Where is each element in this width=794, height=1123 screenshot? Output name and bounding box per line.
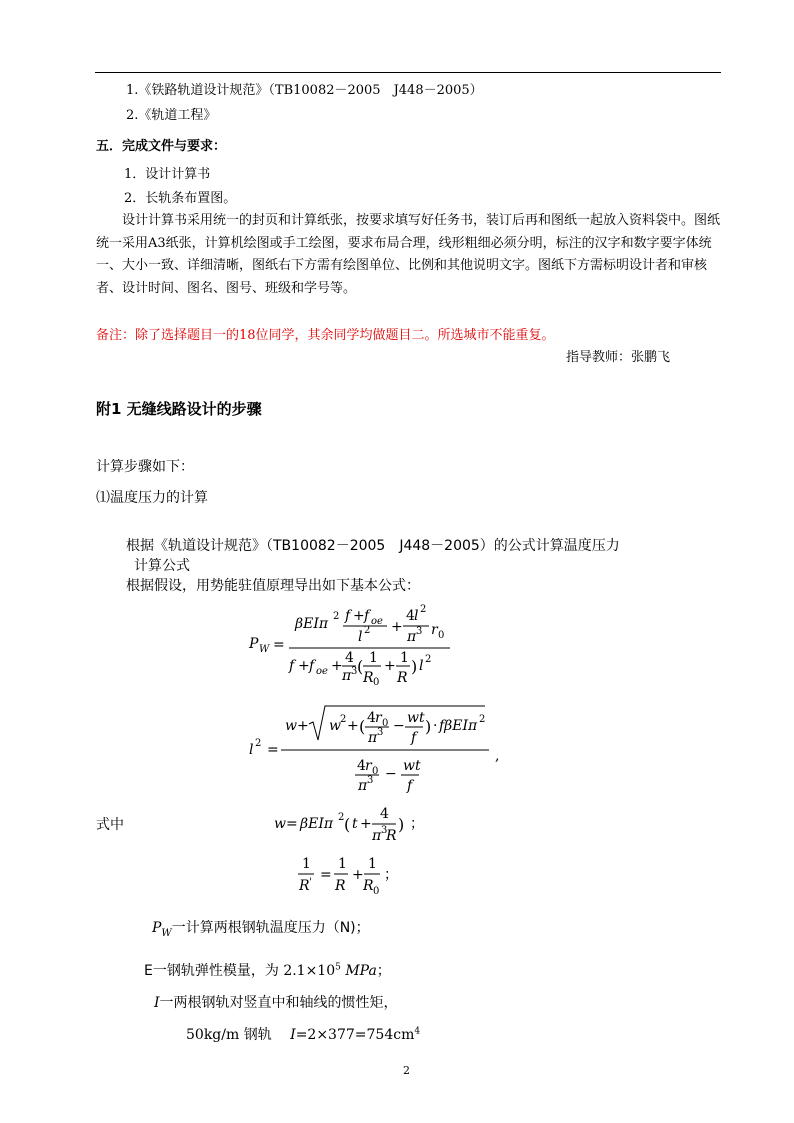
svg-text:·: · xyxy=(433,718,438,734)
svg-text:f: f xyxy=(407,778,413,794)
svg-text:4: 4 xyxy=(345,650,354,666)
svg-text:4: 4 xyxy=(367,710,376,726)
svg-text:2: 2 xyxy=(420,604,427,615)
svg-text:w: w xyxy=(274,816,286,832)
svg-text:R: R xyxy=(386,828,397,844)
svg-text:l: l xyxy=(414,608,419,624)
svg-text:+: + xyxy=(298,658,310,674)
svg-text:；: ； xyxy=(384,867,398,883)
svg-text:oe: oe xyxy=(316,666,328,677)
formula-r-prime xyxy=(296,852,406,902)
svg-text:l: l xyxy=(249,742,254,758)
svg-text:2: 2 xyxy=(364,625,371,636)
svg-text:wt: wt xyxy=(407,710,425,726)
svg-text:2: 2 xyxy=(338,812,345,823)
svg-text:wt: wt xyxy=(403,758,421,774)
svg-text:': ' xyxy=(309,877,312,888)
svg-text:=: = xyxy=(286,816,298,832)
svg-text:r: r xyxy=(365,758,372,774)
svg-text:(: ( xyxy=(344,815,351,834)
svg-text:1: 1 xyxy=(368,856,377,872)
definition-e-suffix: ； xyxy=(376,963,391,979)
page-number: 2 xyxy=(403,1064,410,1077)
list-item: 2．长轨条布置图。 xyxy=(124,191,237,206)
symbol-i: I xyxy=(154,995,160,1011)
svg-text:f: f xyxy=(411,730,417,746)
svg-text:2: 2 xyxy=(255,738,262,749)
svg-text:+: + xyxy=(331,658,343,674)
svg-text:): ) xyxy=(398,815,405,834)
svg-text:0: 0 xyxy=(373,886,380,897)
svg-text:βEIπ: βEIπ xyxy=(300,816,334,832)
definition-pw xyxy=(152,917,370,939)
svg-text:π: π xyxy=(368,730,378,746)
svg-text:+: + xyxy=(352,867,364,883)
svg-text:R: R xyxy=(363,670,374,686)
svg-text:2: 2 xyxy=(333,611,340,622)
svg-text:(: ( xyxy=(359,717,366,736)
svg-text:P: P xyxy=(249,636,259,652)
rail-50kg-value: =2×377=754cm xyxy=(295,1027,415,1043)
svg-text:2: 2 xyxy=(340,714,347,725)
svg-text:π: π xyxy=(407,629,417,645)
svg-text:−: − xyxy=(385,766,397,782)
definition-e-value: 2.1×10 xyxy=(283,963,336,979)
svg-text:f: f xyxy=(364,608,370,624)
header-rule xyxy=(95,72,721,73)
assumption-text: 根据假设，用势能驻值原理导出如下基本公式： xyxy=(126,578,420,594)
definition-e-unit: MPa xyxy=(345,963,377,979)
rail-50kg-label: 50kg/m 钢轨 xyxy=(186,1027,272,1043)
svg-text:4: 4 xyxy=(380,806,389,822)
definition-e xyxy=(144,960,391,980)
definition-pw-text: 一计算两根钢轨温度压力（N)； xyxy=(171,920,370,936)
svg-text:+: + xyxy=(353,608,365,624)
svg-text:2: 2 xyxy=(425,654,432,665)
svg-text:3: 3 xyxy=(351,666,358,677)
svg-text:+: + xyxy=(297,718,309,734)
svg-text:R: R xyxy=(397,670,408,686)
svg-text:0: 0 xyxy=(382,718,389,729)
definition-i-text: 一两根钢轨对竖直中和轴线的惯性矩， xyxy=(159,995,398,1011)
svg-text:oe: oe xyxy=(371,616,383,627)
svg-text:2: 2 xyxy=(479,714,486,725)
definition-e-exponent: 5 xyxy=(335,962,341,973)
reference-1: 1.《铁路轨道设计规范》（TB10082－2005 J448－2005） xyxy=(126,83,483,98)
svg-text:r: r xyxy=(375,710,382,726)
svg-text:0: 0 xyxy=(373,677,380,688)
svg-text:1: 1 xyxy=(369,650,378,666)
list-item: 1．设计计算书 xyxy=(124,167,211,182)
svg-text:=: = xyxy=(320,867,332,883)
definition-e-text: E一钢轨弹性模量，为 xyxy=(144,963,279,979)
note-text: 备注：除了选择题目一的18位同学，其余同学均做题目二。所选城市不能重复。 xyxy=(96,328,555,343)
svg-text:r: r xyxy=(431,622,438,638)
section-heading: 五．完成文件与要求： xyxy=(96,139,227,154)
appendix-title: 附1 无缝线路设计的步骤 xyxy=(96,400,262,418)
svg-text:π: π xyxy=(358,778,368,794)
svg-text:w: w xyxy=(329,718,341,734)
svg-text:π: π xyxy=(342,668,352,684)
svg-text:；: ； xyxy=(410,816,424,832)
svg-text:R: R xyxy=(335,878,346,894)
svg-text:f: f xyxy=(289,658,295,674)
svg-text:R: R xyxy=(299,878,310,894)
formula-l2 xyxy=(245,700,505,800)
svg-text:l: l xyxy=(419,658,424,674)
svg-text:π: π xyxy=(372,828,382,844)
svg-text:βEIπ: βEIπ xyxy=(295,616,329,632)
svg-text:f: f xyxy=(345,608,351,624)
advisor-name: 指导教师：张鹏飞 xyxy=(566,350,671,365)
svg-text:): ) xyxy=(411,657,418,676)
reference-2: 2.《轨道工程》 xyxy=(126,108,217,123)
steps-intro: 计算步骤如下： xyxy=(96,459,194,475)
svg-text:1: 1 xyxy=(302,856,311,872)
svg-text:,: , xyxy=(495,748,500,764)
symbol-pw: $P_W$ xyxy=(152,920,172,939)
svg-text:(: ( xyxy=(357,657,364,676)
svg-text:+: + xyxy=(360,816,372,832)
svg-text:−: − xyxy=(393,718,405,734)
svg-text:l: l xyxy=(358,629,363,645)
svg-text:+: + xyxy=(391,619,403,635)
svg-text:0: 0 xyxy=(372,766,379,777)
svg-text:f: f xyxy=(309,658,315,674)
formula-pw xyxy=(245,600,465,690)
where-label: 式中 xyxy=(96,817,124,833)
formula-label: 计算公式 xyxy=(134,558,190,574)
svg-text:3: 3 xyxy=(377,727,384,738)
svg-text:W: W xyxy=(259,644,270,655)
svg-text:3: 3 xyxy=(416,626,423,637)
svg-text:w: w xyxy=(285,718,297,734)
svg-text:0: 0 xyxy=(438,630,445,641)
svg-text:=: = xyxy=(273,637,285,653)
svg-text:4: 4 xyxy=(406,608,415,624)
svg-text:R: R xyxy=(363,878,374,894)
rail-50kg-inertia xyxy=(186,1024,420,1044)
svg-text:3: 3 xyxy=(381,825,388,836)
svg-text:=: = xyxy=(267,742,279,758)
formula-w xyxy=(272,800,442,850)
svg-text:+: + xyxy=(384,658,396,674)
svg-text:t: t xyxy=(352,816,358,832)
svg-text:): ) xyxy=(425,717,432,736)
requirements-paragraph: 设计计算书采用统一的封页和计算纸张，按要求填写好任务书，装订后再和图纸一起放入资料袋中。图纸统一采用A3纸张，计算机绘图或手工绘图，要求布局合理，线形粗细必须分明，标注的汉字和数字要字体统一、大小一致、详细清晰，图纸右下方需有绘图单位、比例和其他说明文字。图纸下方需标明设计者和审核者、设计时间、图名、图号、班级和学号等。 xyxy=(96,213,721,296)
step-1-heading: ⑴温度压力的计算 xyxy=(96,490,208,506)
symbol-i: I xyxy=(290,1027,296,1043)
svg-text:4: 4 xyxy=(357,758,366,774)
svg-text:1: 1 xyxy=(338,856,347,872)
rail-50kg-exponent: 4 xyxy=(414,1026,421,1037)
svg-text:3: 3 xyxy=(367,775,374,786)
formula-intro: 根据《轨道设计规范》（TB10082－2005 J448－2005）的公式计算温度压力 xyxy=(126,538,620,554)
definition-i xyxy=(154,992,398,1012)
svg-text:+: + xyxy=(347,718,359,734)
svg-text:fβEIπ: fβEIπ xyxy=(439,718,478,734)
svg-text:1: 1 xyxy=(400,650,409,666)
